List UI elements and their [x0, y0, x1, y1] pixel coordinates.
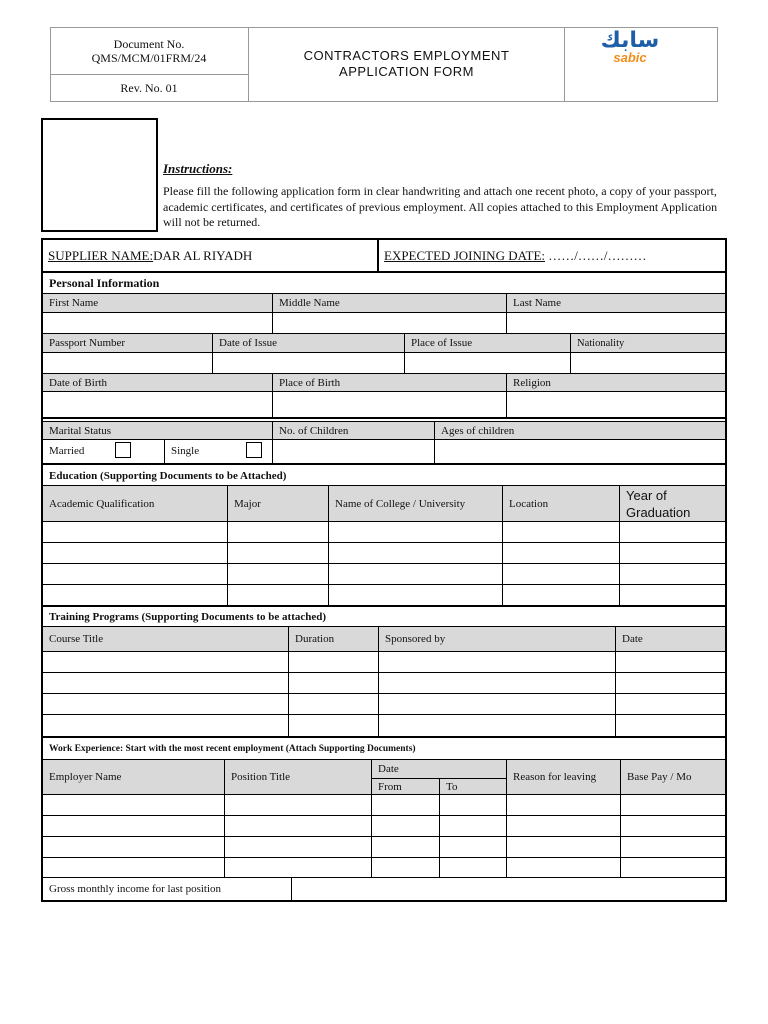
col-line	[378, 627, 379, 737]
date-of-issue-label: Date of Issue	[219, 337, 278, 349]
col-date-to: To	[446, 780, 458, 793]
section-divider	[41, 463, 727, 465]
middle-name-field[interactable]	[273, 313, 506, 333]
document-number-label: Document No.	[113, 37, 185, 51]
col-line	[272, 294, 273, 333]
table-row[interactable]	[43, 673, 725, 693]
table-row[interactable]	[43, 652, 725, 672]
col-line	[227, 486, 228, 606]
joining-date-value[interactable]: ……/……/………	[548, 247, 647, 263]
col-college-university: Name of College / University	[335, 497, 466, 510]
place-of-birth-label: Place of Birth	[279, 376, 341, 389]
col-duration: Duration	[295, 633, 335, 645]
col-line	[288, 627, 289, 737]
gross-monthly-income-label: Gross monthly income for last position	[49, 882, 222, 895]
col-academic-qualification: Academic Qualification	[49, 497, 155, 510]
single-label: Single	[171, 445, 200, 457]
section-divider	[41, 417, 727, 419]
sabic-logo-arabic: سابك	[600, 28, 660, 53]
first-name-label: First Name	[49, 297, 99, 309]
table-row[interactable]	[43, 694, 725, 714]
sabic-logo	[580, 29, 700, 69]
table-row[interactable]	[43, 522, 725, 542]
instructions-text: Please fill the following application form in clear handwriting and attach one recent photo, a copy of your passport, academic certificates, and certificates of previous employment. All copies attached to this Employment Application will not be returned.	[163, 184, 718, 229]
col-line	[272, 374, 273, 417]
religion-label: Religion	[513, 376, 551, 389]
photo-box[interactable]	[41, 118, 158, 232]
table-row[interactable]	[43, 585, 725, 605]
joining-date-label: EXPECTED JOINING DATE:	[384, 247, 546, 263]
last-name-label: Last Name	[513, 297, 561, 309]
col-date: Date	[378, 763, 399, 775]
col-line	[502, 486, 503, 606]
document-number-value: QMS/MCM/01FRM/24	[91, 51, 207, 65]
form-title	[249, 48, 564, 80]
middle-name-label: Middle Name	[279, 297, 340, 309]
married-label: Married	[49, 445, 85, 457]
col-major: Major	[234, 497, 261, 510]
place-of-issue-label: Place of Issue	[411, 337, 473, 349]
place-of-issue-field[interactable]	[405, 353, 570, 373]
col-line	[371, 760, 372, 877]
supplier-name	[48, 240, 252, 271]
passport-number-label: Passport Number	[49, 337, 126, 349]
col-position-title: Position Title	[231, 771, 291, 783]
nationality-field[interactable]	[571, 353, 725, 373]
col-line	[506, 294, 507, 333]
form-title-line2: APPLICATION FORM	[339, 64, 474, 79]
col-line	[404, 334, 405, 373]
col-reason-for-leaving: Reason for leaving	[513, 771, 597, 783]
education-title: Education (Supporting Documents to be Attached)	[49, 470, 287, 482]
date-of-issue-field[interactable]	[213, 353, 404, 373]
table-row[interactable]	[43, 564, 725, 584]
supplier-name-label: SUPPLIER NAME:	[48, 247, 154, 263]
col-location: Location	[509, 497, 549, 510]
instructions-title: Instructions:	[163, 161, 233, 176]
supplier-name-value: DAR AL RIYADH	[153, 247, 253, 263]
col-sponsored-by: Sponsored by	[385, 633, 446, 645]
training-title: Training Programs (Supporting Documents to be attached)	[49, 611, 327, 623]
place-of-birth-field[interactable]	[273, 392, 506, 417]
col-line	[224, 760, 225, 877]
ages-of-children-field[interactable]	[435, 440, 725, 463]
marital-status-label: Marital Status	[49, 424, 112, 437]
first-name-field[interactable]	[43, 313, 272, 333]
col-date: Date	[622, 633, 643, 645]
nationality-label: Nationality	[577, 337, 625, 349]
col-base-pay: Base Pay / Mo	[627, 771, 692, 783]
table-row[interactable]	[43, 715, 725, 736]
header-divider	[564, 27, 565, 102]
table-row[interactable]	[43, 858, 725, 877]
section-divider	[41, 736, 727, 738]
religion-field[interactable]	[507, 392, 725, 417]
ages-of-children-label: Ages of children	[441, 424, 515, 437]
gross-monthly-income-field[interactable]	[292, 878, 725, 899]
form-title-line1: CONTRACTORS EMPLOYMENT	[303, 48, 510, 63]
passport-number-field[interactable]	[43, 353, 212, 373]
married-checkbox[interactable]	[115, 442, 131, 458]
no-of-children-label: No. of Children	[279, 424, 349, 437]
expected-joining-date	[384, 240, 647, 271]
no-of-children-field[interactable]	[273, 440, 434, 463]
table-row[interactable]	[43, 837, 725, 857]
last-name-field[interactable]	[507, 313, 725, 333]
sabic-logo-latin: sabic	[613, 50, 647, 65]
col-line	[615, 627, 616, 737]
date-of-birth-field[interactable]	[43, 392, 272, 417]
header-divider	[50, 74, 248, 75]
work-experience-title: Work Experience: Start with the most recent employment (Attach Supporting Documents)	[49, 744, 416, 754]
col-line	[272, 422, 273, 463]
col-line	[434, 422, 435, 463]
col-employer-name: Employer Name	[49, 771, 122, 783]
col-line	[506, 760, 507, 877]
table-row[interactable]	[43, 795, 725, 815]
personal-info-title: Personal Information	[49, 275, 160, 290]
revision-number: Rev. No. 01	[120, 80, 178, 95]
col-line	[506, 374, 507, 417]
supplier-divider	[377, 238, 379, 272]
table-row[interactable]	[43, 816, 725, 836]
single-checkbox[interactable]	[246, 442, 262, 458]
document-number	[50, 37, 248, 65]
col-course-title: Course Title	[49, 633, 104, 645]
col-line	[619, 486, 620, 606]
table-row[interactable]	[43, 543, 725, 563]
section-divider	[41, 605, 727, 607]
date-of-birth-label: Date of Birth	[49, 376, 108, 389]
col-line	[212, 334, 213, 373]
col-year-of-graduation: Year of Graduation	[626, 488, 691, 520]
col-line	[570, 334, 571, 373]
col-line	[620, 760, 621, 877]
col-line	[328, 486, 329, 606]
col-date-from: From	[378, 780, 402, 793]
